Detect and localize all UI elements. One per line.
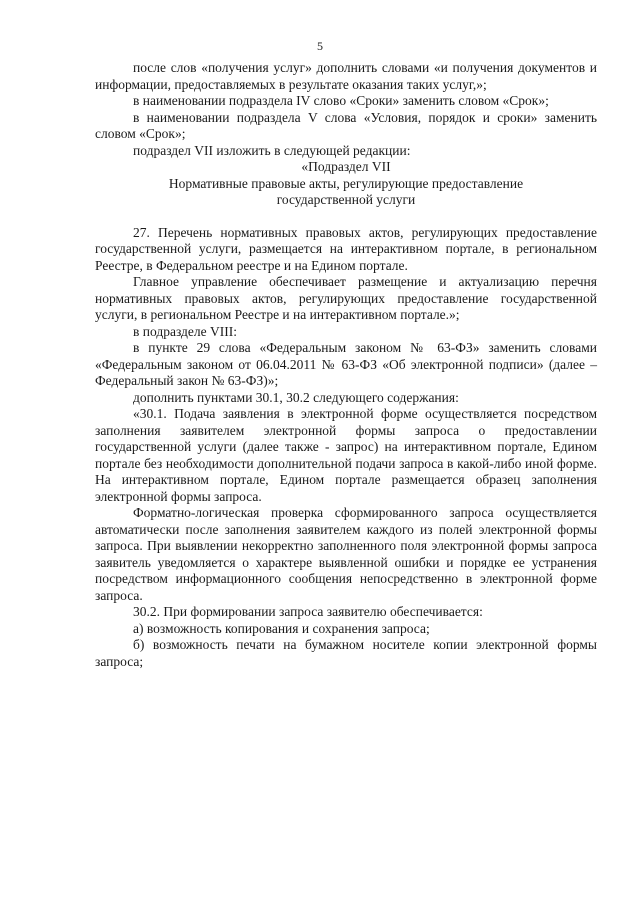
paragraph: после слов «получения услуг» дополнить словами «и получения документов и информации, предоставляемых в результате оказания таких услуг,»; — [95, 60, 597, 92]
document-body — [95, 60, 597, 670]
paragraph: подраздел VII изложить в следующей редакции: — [133, 142, 411, 158]
paragraph: 27. Перечень нормативных правовых актов, регулирующих предоставление государственной услуги, размещается на интерактивном портале, в региональном Реестре, в Федеральном реестре и на Едином портале. — [95, 224, 597, 273]
paragraph: в пункте 29 слова «Федеральным законом № 63-ФЗ» заменить словами «Федеральным законом от 06.04.2011 № 63-ФЗ «Об электронной подписи» (далее – Федеральный закон № 63-ФЗ)»; — [95, 340, 597, 388]
page-number: 5 — [317, 39, 323, 53]
paragraph: в наименовании подраздела V слова «Условия, порядок и сроки» заменить словом «Срок»; — [95, 109, 597, 141]
paragraph: «30.1. Подача заявления в электронной форме осуществляется посредством заполнения заявителем электронной формы запроса о предоставлении государственной услуги (далее также - запрос) на интерактивном портале, Едином портале без необходимости дополнительной подачи запроса в какой-либо иной форме. На интерактивном портале, Едином портале размещается образец заполнения электронной формы запроса. — [95, 406, 597, 504]
paragraph: в подразделе VIII: — [133, 323, 237, 339]
spacer — [95, 209, 597, 225]
paragraph: Форматно-логическая проверка сформированного запроса осуществляется автоматически после заполнения заявителем каждого из полей электронной формы запроса. При выявлении некорректно заполненного поля электронной формы запроса заявитель уведомляется о характере выявленной ошибки и порядке ее устранения посредством информационного сообщения непосредственно в электронной форме запроса. — [95, 505, 597, 603]
paragraph: а) возможность копирования и сохранения запроса; — [133, 620, 430, 636]
paragraph: б) возможность печати на бумажном носителе копии электронной формы запроса; — [95, 637, 597, 669]
subsection-heading: Нормативные правовые акты, регулирующие предоставление государственной услуги — [168, 175, 524, 207]
paragraph: дополнить пунктами 30.1, 30.2 следующего содержания: — [133, 389, 459, 405]
paragraph: Главное управление обеспечивает размещение и актуализацию перечня нормативных правовых актов, регулирующих предоставление государственной услуги, в региональном Реестре и на интерактивном портале.»; — [95, 274, 597, 322]
paragraph: в наименовании подраздела IV слово «Сроки» заменить словом «Срок»; — [133, 93, 549, 108]
paragraph: 30.2. При формировании запроса заявителю обеспечивается: — [133, 604, 483, 619]
subsection-title: «Подраздел VII — [301, 159, 391, 174]
